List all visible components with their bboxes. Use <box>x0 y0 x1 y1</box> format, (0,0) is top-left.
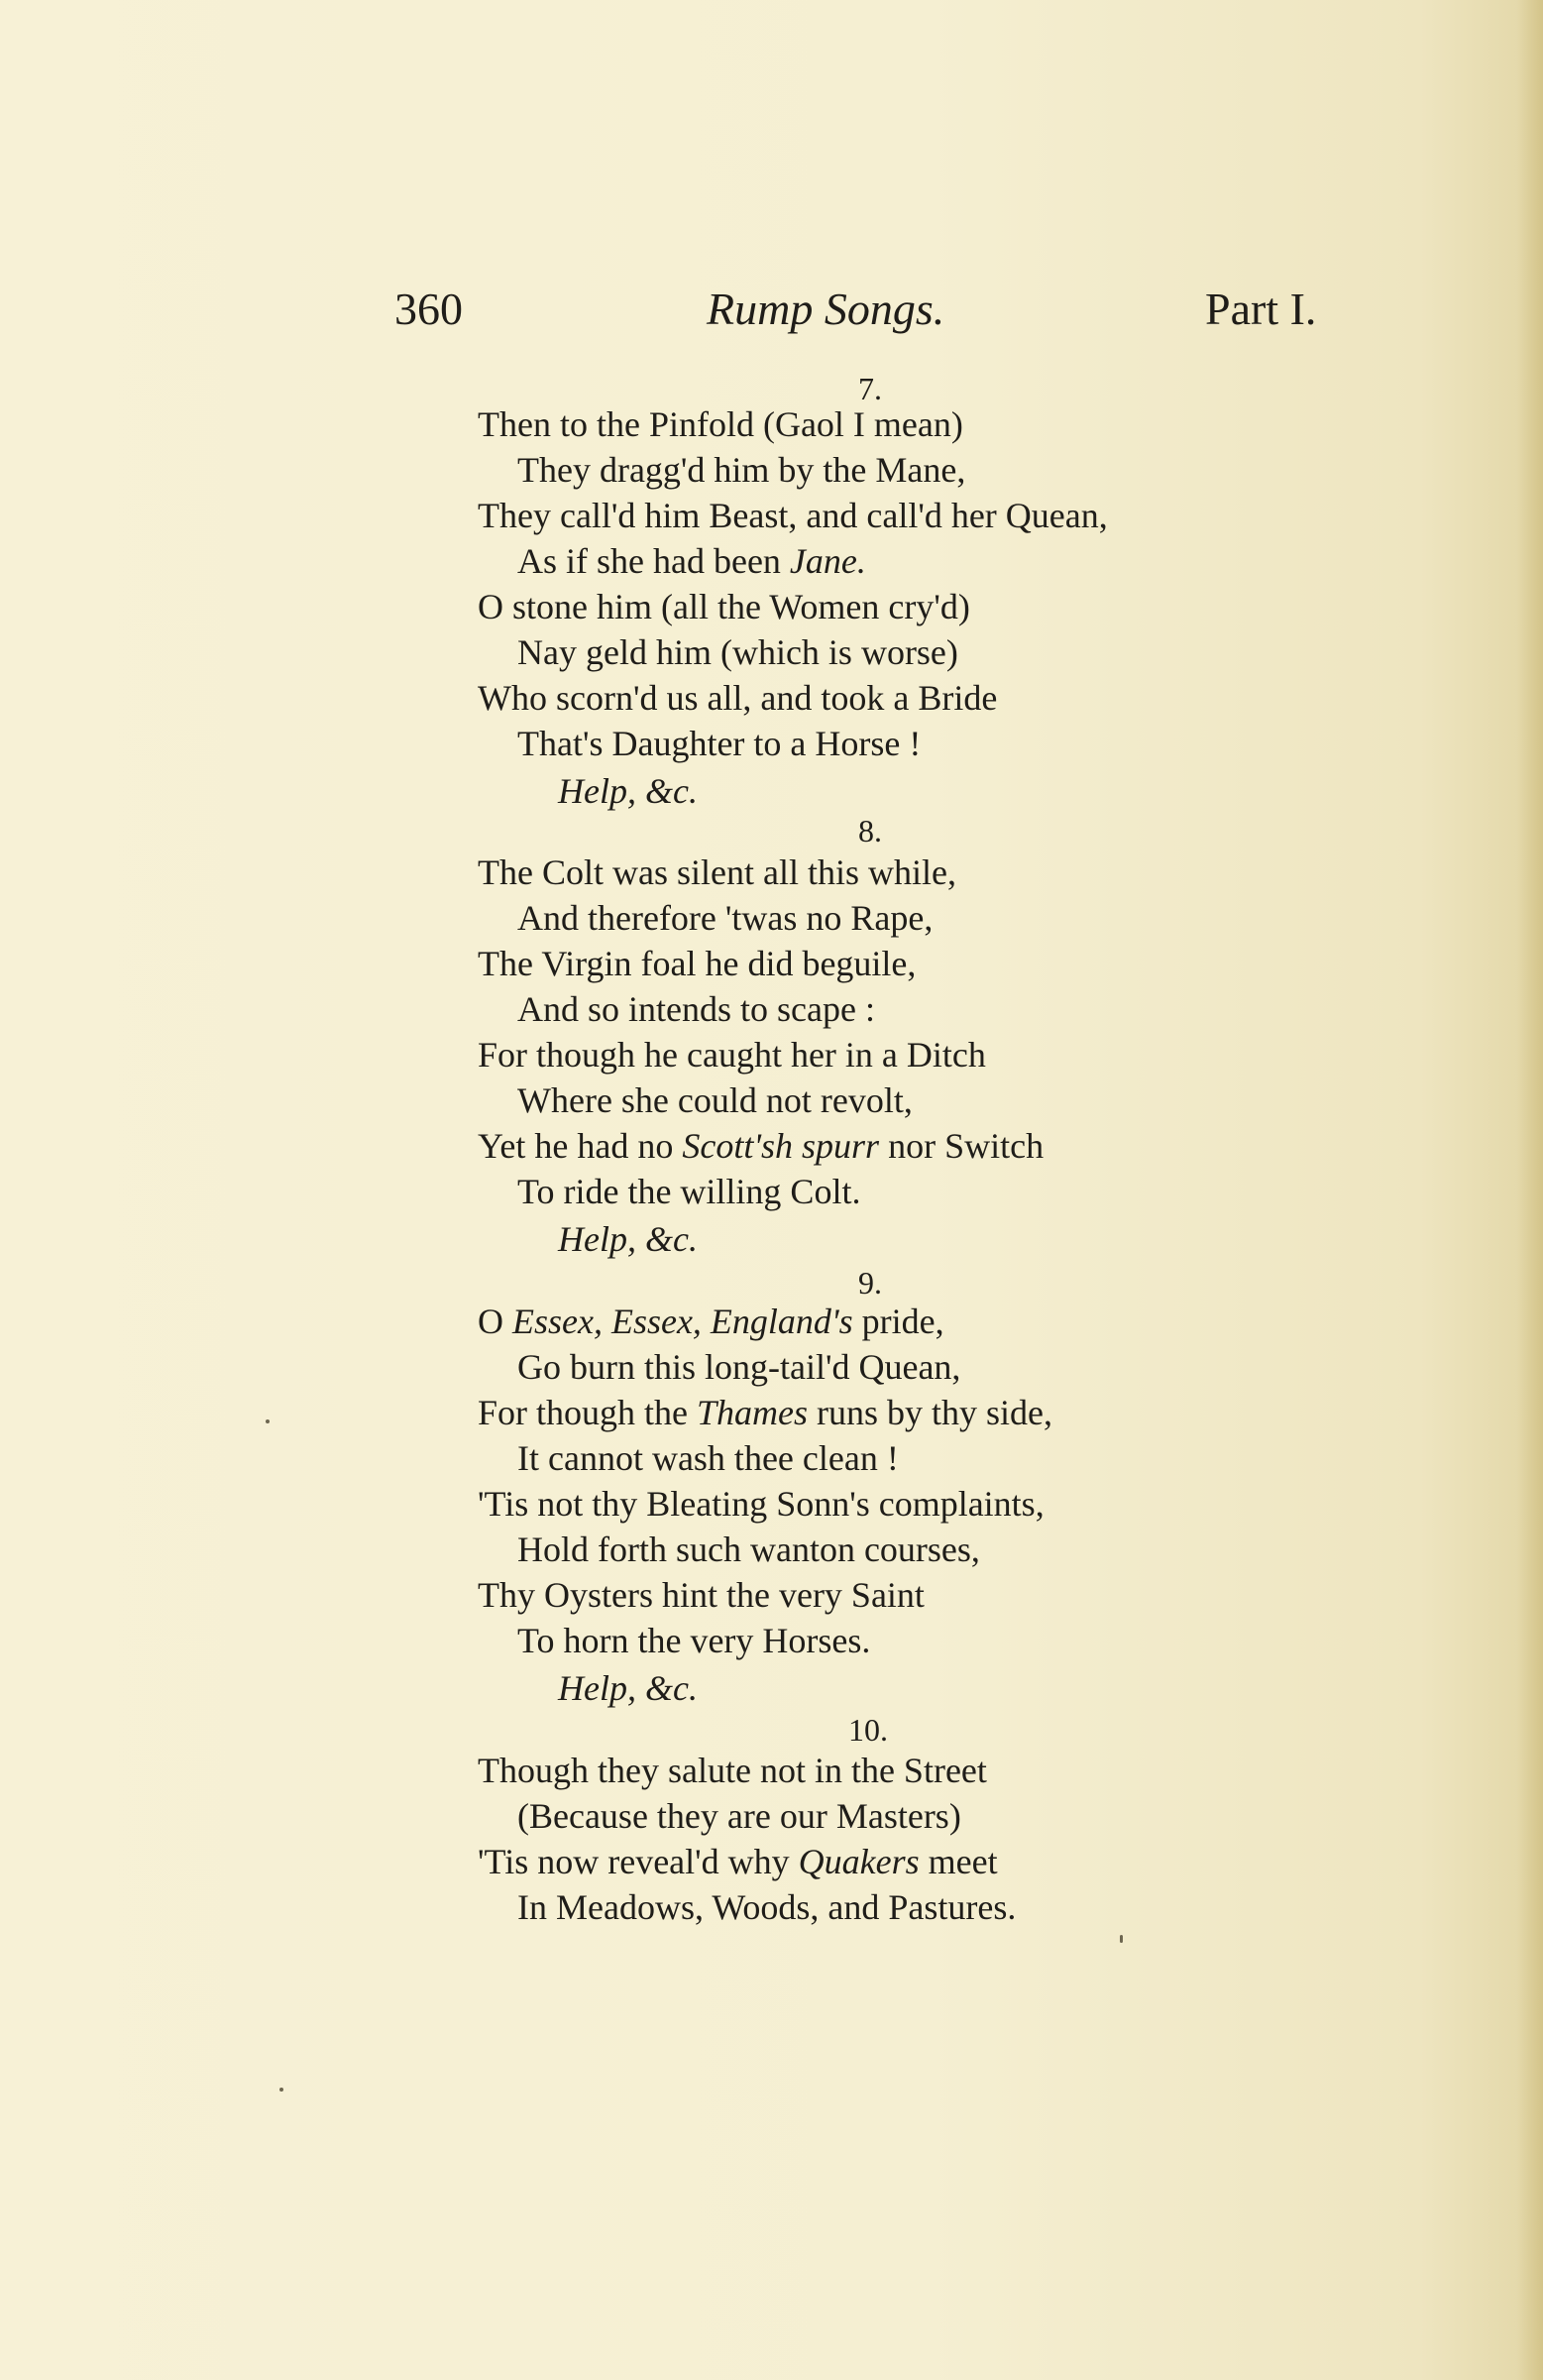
verse-line: And therefore 'twas no Rape, <box>517 898 934 938</box>
verse-line: That's Daughter to a Horse ! <box>517 724 922 763</box>
verse-line: Go burn this long-tail'd Quean, <box>517 1347 961 1387</box>
verse-text: O <box>478 1302 503 1341</box>
chorus-line: Help, &c. <box>558 771 698 811</box>
verse-line: Who scorn'd us all, and took a Bride <box>478 678 998 718</box>
running-title: Rump Songs. <box>707 283 945 334</box>
verse-text: meet <box>928 1842 998 1881</box>
verse-line: Where she could not revolt, <box>517 1080 913 1120</box>
verse-italic: Quakers <box>798 1842 920 1881</box>
paper-speck <box>1120 1935 1123 1943</box>
verse-line <box>478 1839 998 1884</box>
verse-line: Though they salute not in the Street <box>478 1751 987 1790</box>
verse-line: And so intends to scape : <box>517 989 875 1029</box>
verse-italic: Thames <box>697 1393 809 1432</box>
verse-line: For though he caught her in a Ditch <box>478 1035 986 1075</box>
verse-italic: Scott'sh spurr <box>682 1126 880 1166</box>
verse-line: They dragg'd him by the Mane, <box>517 450 966 490</box>
verse-line <box>517 538 866 584</box>
verse-line: They call'd him Beast, and call'd her Quean, <box>478 496 1108 535</box>
part-label: Part I. <box>1205 283 1317 334</box>
verse-line: It cannot wash thee clean ! <box>517 1438 899 1478</box>
verse-line: In Meadows, Woods, and Pastures. <box>517 1887 1017 1927</box>
verse-line: (Because they are our Masters) <box>517 1796 961 1836</box>
verse-text: runs by thy side, <box>817 1393 1053 1432</box>
verse-line: The Virgin foal he did beguile, <box>478 944 917 983</box>
stanza-number: 9. <box>858 1265 882 1301</box>
verse-italic: Jane. <box>789 541 866 581</box>
verse-line: Then to the Pinfold (Gaol I mean) <box>478 404 963 444</box>
page-edge-shadow <box>1517 0 1543 2380</box>
verse-line: Hold forth such wanton courses, <box>517 1530 980 1569</box>
verse-italic: Essex, Essex, England's <box>512 1302 853 1341</box>
stanza-number: 7. <box>858 371 882 406</box>
verse-text: 'Tis now reveal'd why <box>478 1842 790 1881</box>
paper-speck <box>279 2088 283 2092</box>
verse-text: pride, <box>861 1302 944 1341</box>
verse-text: For though the <box>478 1393 688 1432</box>
stanza-number: 10. <box>848 1712 888 1748</box>
verse-line: Nay geld him (which is worse) <box>517 632 958 672</box>
verse-line <box>478 1123 1044 1169</box>
verse-text: Yet he had no <box>478 1126 674 1166</box>
verse-line <box>478 1390 1052 1435</box>
chorus-line: Help, &c. <box>558 1219 698 1259</box>
stanza-number: 8. <box>858 813 882 849</box>
verse-text: nor Switch <box>888 1126 1045 1166</box>
paper-speck <box>266 1419 270 1423</box>
verse-text: As if she had been <box>517 541 781 581</box>
verse-line: O stone him (all the Women cry'd) <box>478 587 970 626</box>
verse-line: The Colt was silent all this while, <box>478 852 956 892</box>
page-number: 360 <box>394 283 463 334</box>
verse-line: Thy Oysters hint the very Saint <box>478 1575 925 1615</box>
verse-line: 'Tis not thy Bleating Sonn's complaints, <box>478 1484 1045 1524</box>
verse-line: To ride the willing Colt. <box>517 1172 861 1211</box>
verse-line: To horn the very Horses. <box>517 1621 871 1660</box>
verse-line <box>478 1299 944 1344</box>
chorus-line: Help, &c. <box>558 1668 698 1708</box>
